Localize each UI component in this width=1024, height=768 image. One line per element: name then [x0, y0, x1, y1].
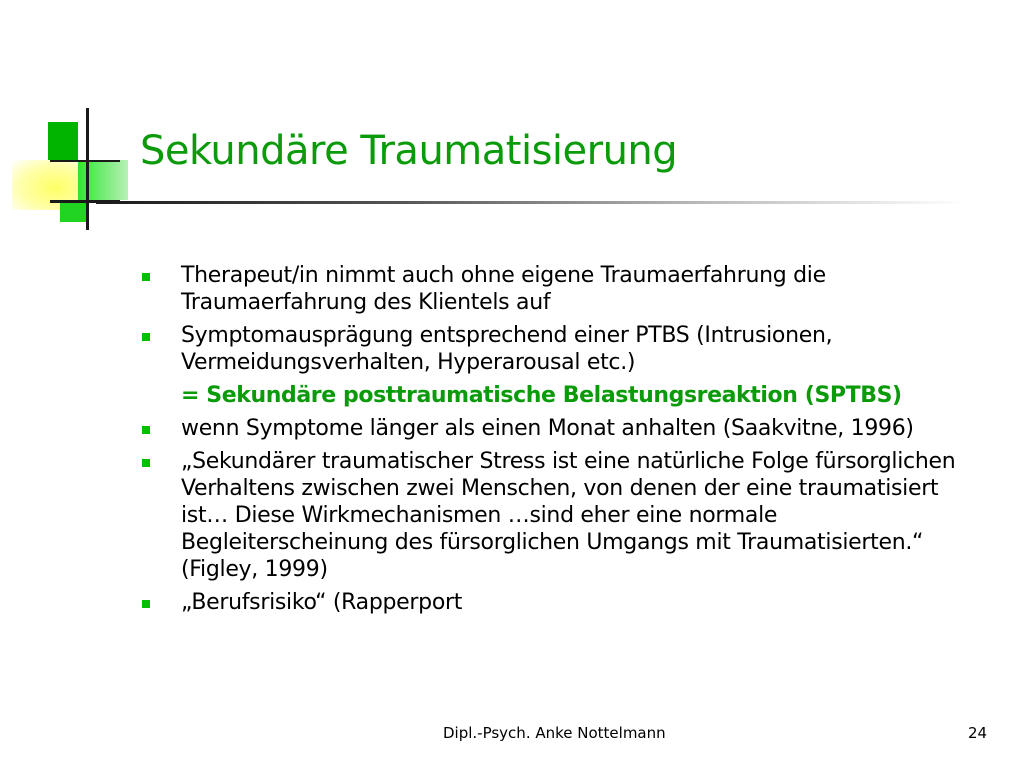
page-number: 24 — [968, 724, 988, 742]
footer-author: Dipl.-Psych. Anke Nottelmann — [443, 724, 666, 742]
square-bullet-icon — [142, 600, 150, 608]
green-square-shape — [48, 122, 78, 160]
list-item — [140, 322, 980, 376]
slide-body — [140, 262, 980, 622]
list-item-text: „Sekundärer traumatischer Stress ist eine natürliche Folge fürsorglichen Verhaltens zwischen zwei Menschen, von denen der eine traumatisiert ist… Diese Wirkmechanismen …sind eher eine normale Begleiterscheinung des fürsorglichen Umgangs mit Traumatisierten.“ (Figley, 1999) — [181, 449, 956, 582]
vertical-line — [86, 108, 89, 230]
title-underline — [96, 201, 966, 204]
list-item — [140, 589, 980, 616]
square-bullet-icon — [142, 273, 150, 281]
green-square-shape — [60, 200, 88, 222]
square-bullet-icon — [142, 333, 150, 341]
slide-title: Sekundäre Traumatisierung — [140, 128, 678, 174]
decorative-logo-squares — [0, 100, 140, 230]
list-item-text: Symptomausprägung entsprechend einer PTBS (Intrusionen, Vermeidungsverhalten, Hyperarousal etc.) — [181, 323, 833, 375]
list-item-text: „Berufsrisiko“ (Rapperport — [181, 590, 463, 615]
horizontal-line — [50, 160, 120, 162]
square-bullet-icon — [142, 426, 150, 434]
list-item — [140, 415, 980, 442]
square-bullet-icon — [142, 459, 150, 467]
list-item — [140, 262, 980, 316]
emphasis-text: = Sekundäre posttraumatische Belastungsreaktion (SPTBS) — [181, 383, 902, 408]
list-item — [140, 448, 980, 583]
list-item-text: wenn Symptome länger als einen Monat anhalten (Saakvitne, 1996) — [181, 416, 914, 441]
list-item-text: Therapeut/in nimmt auch ohne eigene Traumaerfahrung die Traumaerfahrung des Klientels auf — [181, 263, 826, 315]
